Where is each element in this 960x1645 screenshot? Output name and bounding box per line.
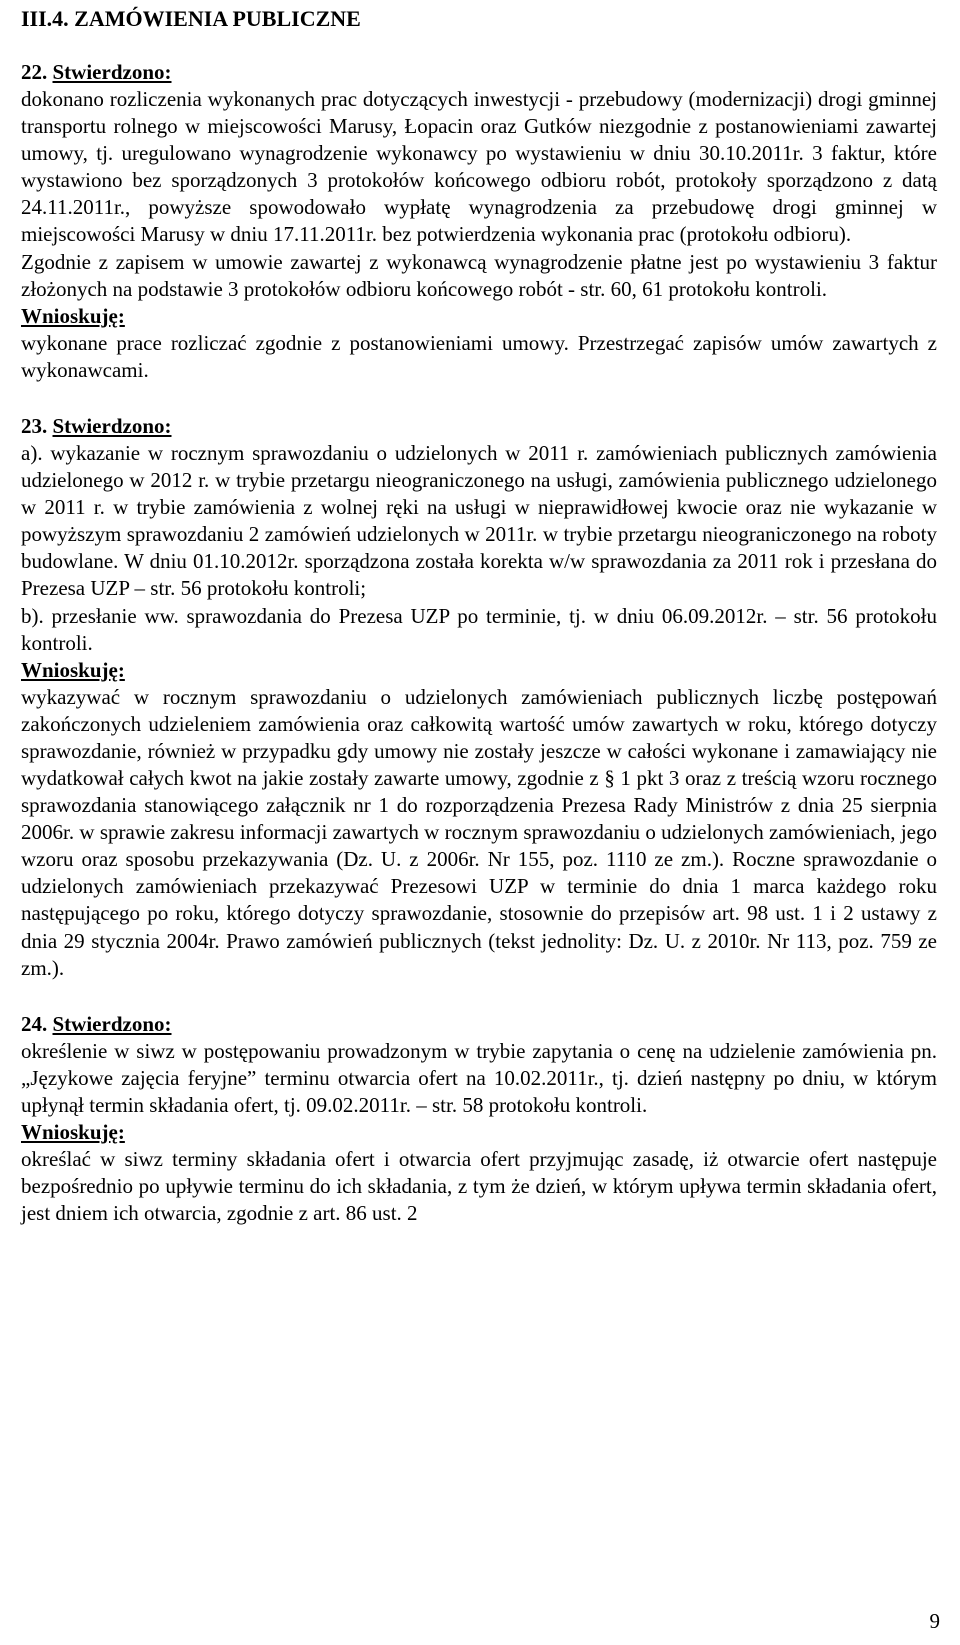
item-22-finding-1: dokonano rozliczenia wykonanych prac dotyczących inwestycji - przebudowy (modernizacji) drogi gminnej transportu rolnego w miejscowości Marusy, Łopacin oraz Gutków niezgodnie z postanowieniami zawartej umowy, tj. uregulowano wynagrodzenie wykonawcy po wystawieniu w dniu 30.10.2011r. 3 faktur, które wystawiono bez sporządzonych 3 protokołów końcowego odbioru robót, protokoły sporządzono z datą 24.11.2011r., powyższe spowodowało wypłatę wynagrodzenia za przebudowę drogi gminnej w miejscowości Marusy w dniu 17.11.2011r. bez potwierdzenia wykonania prac (protokołu odbioru).	[21, 87, 937, 247]
item-23-heading	[21, 413, 937, 440]
item-24-heading-label: Stwierdzono:	[52, 1011, 172, 1036]
page-number: 9	[929, 1609, 940, 1633]
item-24-finding: określenie w siwz w postępowaniu prowadzonym w trybie zapytania o cenę na udzielenie zamówienia pn. „Językowe zajęcia feryjne” terminu otwarcia ofert na 10.02.2011r., tj. dzień następny po dniu, w którym upłynął termin składania ofert, tj. 09.02.2011r. – str. 58 protokołu kontroli.	[21, 1038, 937, 1117]
item-22	[21, 59, 937, 384]
item-23-heading-label: Stwierdzono:	[52, 413, 172, 438]
item-23-recommend-label: Wnioskuję:	[21, 657, 125, 682]
item-23-recommendation: wykazywać w rocznym sprawozdaniu o udzielonych zamówieniach publicznych liczbę postępowań zakończonych udzieleniem zamówienia oraz całkowitą wartość umów zawartych w roku, którego dotyczy sprawozdanie, również w przypadku gdy umowy nie zostały jeszcze w całości wykonane i zamawiający nie wydatkował całych kwot na jakie zostały zawarte umowy, zgodnie z § 1 pkt 3 oraz z treścią wzoru rocznego sprawozdania stanowiącego załącznik nr 1 do rozporządzenia Prezesa Rady Ministrów z dnia 25 sierpnia 2006r. w sprawie zakresu informacji zawartych w rocznym sprawozdaniu o udzielonych zamówieniach, jego wzoru oraz sposobu przekazywania (Dz. U. z 2006r. Nr 155, poz. 1110 ze zm.). Roczne sprawozdanie o udzielonych zamówieniach przekazywać Prezesowi UZP w terminie do dnia 1 marca każdego roku następującego po roku, którego dotyczy sprawozdanie, stosownie do przepisów art. 98 ust. 1 i 2 ustawy z dnia 29 stycznia 2004r. Prawo zamówień publicznych (tekst jednolity: Dz. U. z 2010r. Nr 113, poz. 759 ze zm.).	[21, 684, 937, 980]
item-24-recommendation: określać w siwz terminy składania ofert i otwarcia ofert przyjmując zasadę, iż otwarcie ofert następuje bezpośrednio po upływie terminu do ich składania, z tym że dzień, w którym upływa termin składania ofert, jest dniem ich otwarcia, zgodnie z art. 86 ust. 2	[21, 1147, 937, 1226]
item-24	[21, 1011, 937, 1228]
item-22-heading-label: Stwierdzono:	[52, 60, 172, 84]
item-24-recommend-label: Wnioskuję:	[21, 1120, 125, 1144]
item-22-finding-2: Zgodnie z zapisem w umowie zawartej z wykonawcą wynagrodzenie płatne jest po wystawieniu 3 faktur złożonych na podstawie 3 protokołów odbioru końcowego robót - str. 60, 61 protokołu kontroli.	[21, 249, 937, 301]
item-24-heading	[21, 1011, 937, 1038]
item-23-finding-b: b). przesłanie ww. sprawozdania do Prezesa UZP po terminie, tj. w dniu 06.09.2012r. – str. 56 protokołu kontroli.	[21, 603, 937, 655]
document-page	[21, 0, 937, 1227]
item-23-number: 23.	[21, 413, 48, 438]
item-23-finding-a: a). wykazanie w rocznym sprawozdaniu o udzielonych w 2011 r. zamówieniach publicznych zamówienia udzielonego w 2012 r. w trybie przetargu nieograniczonego na usługi, zamówienia publicznego udzielonego w 2011 r. w trybie zamówienia z wolnej ręki na usługi w nieprawidłowej kwocie oraz nie wykazanie w powyższym sprawozdaniu 2 zamówień udzielonych w 2011r. w trybie przetargu nieograniczonego na roboty budowlane. W dniu 01.10.2012r. sporządzona została korekta w/w sprawozdania za 2011 rok i przesłana do Prezesa UZP – str. 56 protokołu kontroli;	[21, 440, 937, 601]
item-22-recommend-label: Wnioskuję:	[21, 303, 125, 328]
item-24-number: 24.	[21, 1011, 48, 1036]
section-title: III.4. ZAMÓWIENIA PUBLICZNE	[21, 6, 361, 31]
item-22-recommendation: wykonane prace rozliczać zgodnie z postanowieniami umowy. Przestrzegać zapisów umów zawartych z wykonawcami.	[21, 330, 937, 382]
item-22-heading	[21, 59, 937, 86]
item-23	[21, 413, 937, 982]
item-22-number: 22.	[21, 60, 48, 84]
